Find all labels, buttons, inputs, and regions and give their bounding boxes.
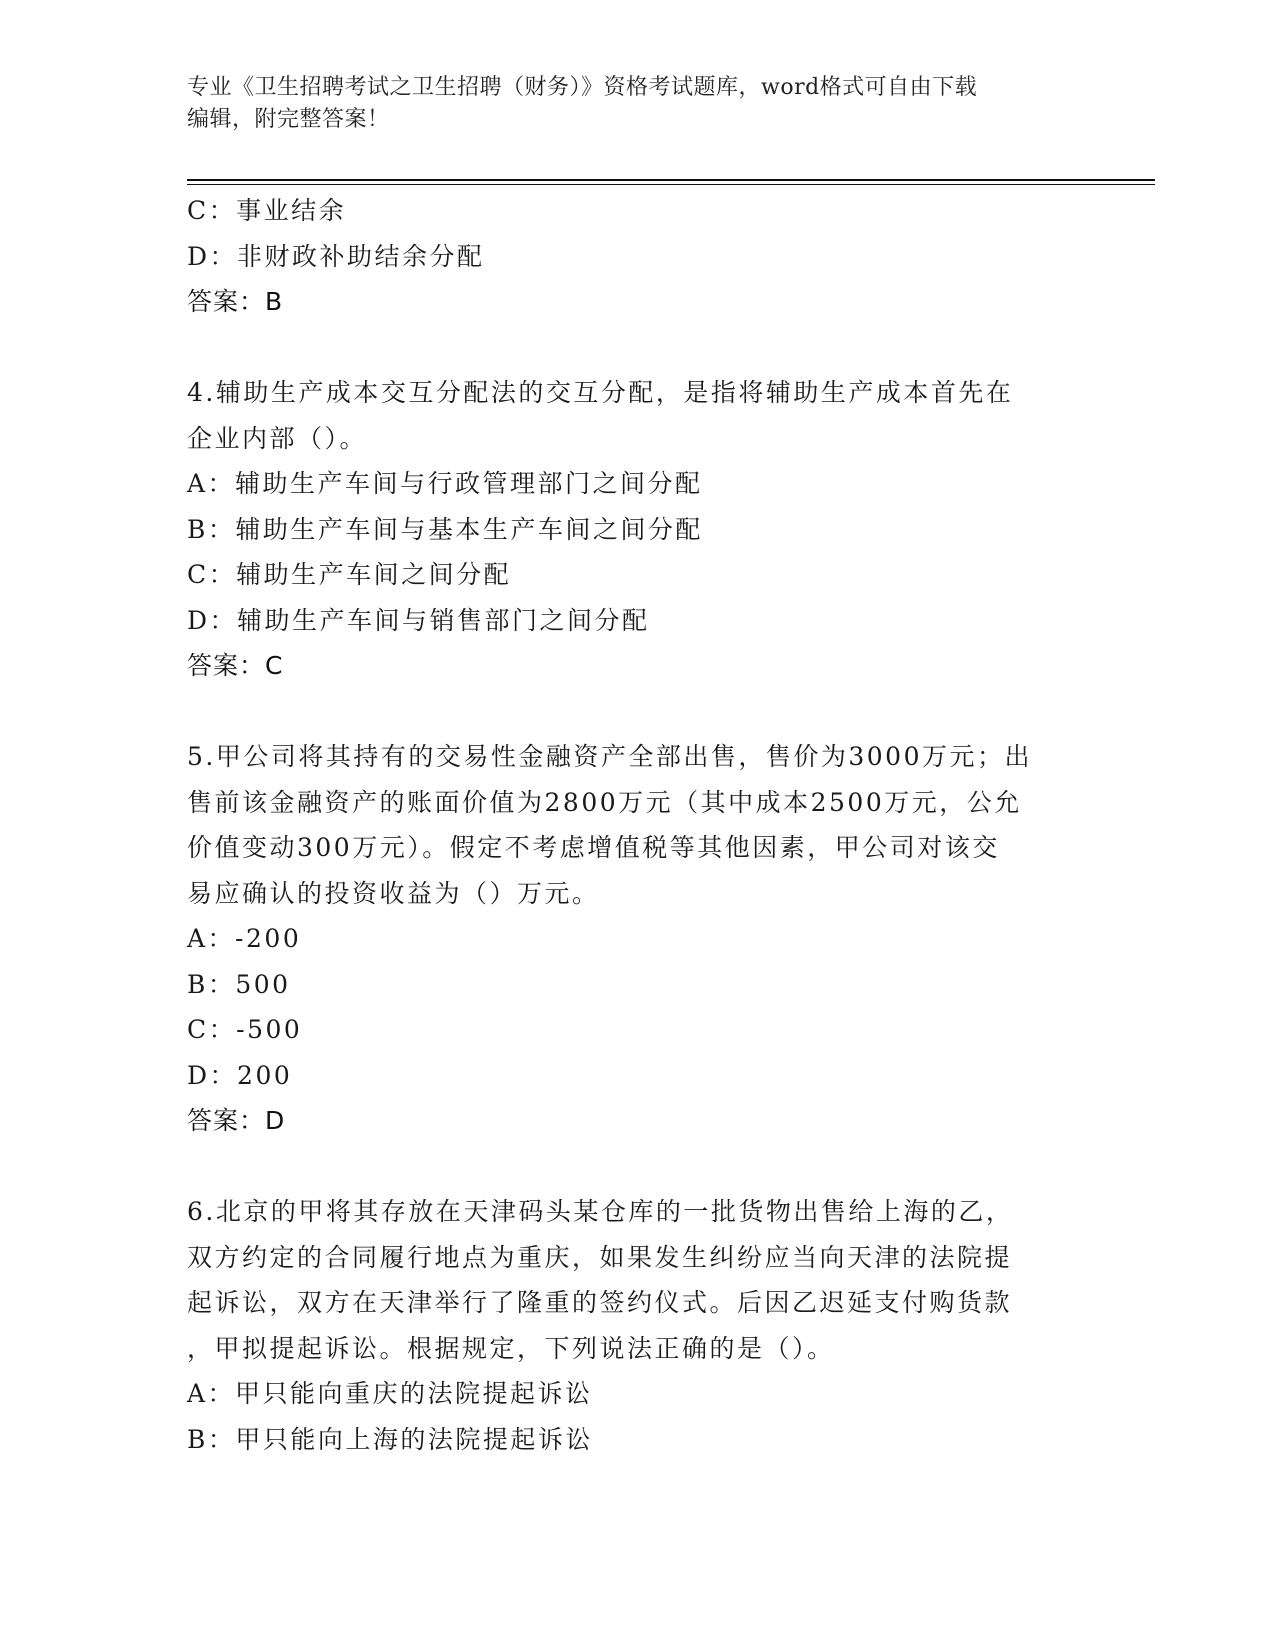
q6-option-a: A：甲只能向重庆的法院提起诉讼: [187, 1379, 593, 1408]
q4-option-c: C：辅助生产车间之间分配: [187, 560, 512, 589]
header-line-2: 编辑，附完整答案！: [187, 107, 390, 132]
header-rule-thin: [187, 184, 1155, 185]
q5-stem-line-4: 易应确认的投资收益为（）万元。: [187, 878, 600, 908]
q6-option-b: B：甲只能向上海的法院提起诉讼: [187, 1424, 593, 1454]
q3-answer: 答案：B: [187, 287, 284, 316]
question-3-tail: [187, 188, 1087, 325]
q5-option-a: A：-200: [187, 924, 302, 953]
q3-option-d: D：非财政补助结余分配: [187, 241, 485, 271]
q5-stem-line-3: 价值变动300万元）。假定不考虑增值税等其他因素，甲公司对该交: [187, 833, 1000, 862]
q6-stem-line-4: ，甲拟提起诉讼。根据规定，下列说法正确的是（）。: [187, 1333, 835, 1363]
header-rule-thick: [187, 179, 1155, 181]
q6-stem-line-3: 起诉讼，双方在天津举行了隆重的签约仪式。后因乙迟延支付购货款: [187, 1288, 1013, 1317]
question-list: [187, 188, 1087, 1462]
q5-option-b: B：500: [187, 969, 291, 999]
q4-stem-line-1: 4.辅助生产成本交互分配法的交互分配，是指将辅助生产成本首先在: [187, 378, 1014, 407]
q5-answer: 答案：D: [187, 1106, 286, 1135]
question-5: [187, 734, 1087, 1144]
document-header: [187, 72, 1077, 136]
q6-stem-line-2: 双方约定的合同履行地点为重庆，如果发生纠纷应当向天津的法院提: [187, 1242, 1013, 1272]
q4-option-a: A：辅助生产车间与行政管理部门之间分配: [187, 469, 703, 498]
q4-stem-line-2: 企业内部（）。: [187, 423, 368, 453]
question-4: [187, 370, 1087, 689]
q4-option-d: D：辅助生产车间与销售部门之间分配: [187, 605, 650, 635]
q5-option-d: D：200: [187, 1060, 293, 1090]
q5-option-c: C：-500: [187, 1015, 303, 1044]
q4-option-b: B：辅助生产车间与基本生产车间之间分配: [187, 514, 703, 544]
q5-stem-line-1: 5.甲公司将其持有的交易性金融资产全部出售，售价为3000万元；出: [187, 742, 1032, 771]
question-spacer: [187, 1144, 1087, 1190]
question-spacer: [187, 689, 1087, 735]
header-line-1: 专业《卫生招聘考试之卫生招聘（财务）》资格考试题库，word格式可自由下载: [187, 75, 978, 100]
q4-answer: 答案：C: [187, 651, 284, 680]
question-spacer: [187, 325, 1087, 371]
q6-stem-line-1: 6.北京的甲将其存放在天津码头某仓库的一批货物出售给上海的乙，: [187, 1197, 1014, 1226]
question-6: [187, 1189, 1087, 1462]
q5-stem-line-2: 售前该金融资产的账面价值为2800万元（其中成本2500万元，公允: [187, 787, 1022, 817]
q3-option-c: C：事业结余: [187, 196, 347, 225]
